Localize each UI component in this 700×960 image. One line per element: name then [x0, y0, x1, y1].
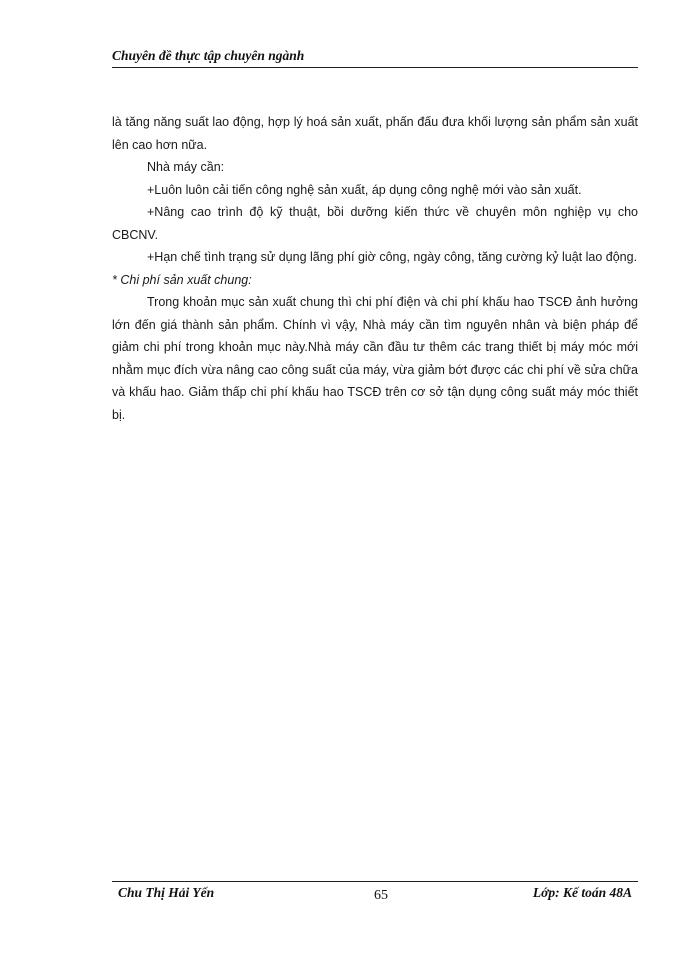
- list-item-skills: +Nâng cao trình độ kỹ thuật, bồi dưỡng kiến thức về chuyên môn nghiệp vụ cho CBCNV.: [112, 205, 638, 242]
- page-number: 65: [374, 888, 388, 903]
- heading-bullet: *: [112, 272, 117, 287]
- document-body: [112, 111, 638, 426]
- footer-author: Chu Thị Hải Yến: [118, 885, 215, 900]
- list-item-technology: +Luôn luôn cải tiến công nghệ sản xuất, áp dụng công nghệ mới vào sản xuất.: [147, 182, 582, 197]
- heading-text: Chi phí sản xuất chung:: [120, 272, 252, 287]
- list-item-discipline: +Hạn chế tình trạng sử dụng lãng phí giờ công, ngày công, tăng cường kỷ luật lao động.: [147, 250, 638, 264]
- paragraph-general-costs: Trong khoản mục sản xuất chung thì chi phí điện và chi phí khấu hao TSCĐ ảnh hưởng lớn đến giá thành sản phẩm. Chính vì vậy, Nhà máy cần tìm nguyên nhân và biện pháp để giảm chi phí trong khoản mục này.Nhà máy cần đầu tư thêm các trang thiết bị máy móc mới nhằm mục đích vừa nâng cao công suất của máy, vừa giảm bớt được các chi phí về sửa chữa và khấu hao. Giảm thấp chi phí khấu hao TSCĐ trên cơ sở tận dụng công suất máy móc thiết bị.: [112, 295, 638, 422]
- paragraph-continuation: là tăng năng suất lao động, hợp lý hoá sản xuất, phấn đấu đưa khối lượng sản phẩm sản xuất lên cao hơn nữa.: [112, 115, 638, 152]
- running-footer: [112, 881, 638, 907]
- footer-class: Lớp: Kế toán 48A: [532, 885, 632, 900]
- running-header: Chuyên đề thực tập chuyên ngành: [112, 48, 638, 68]
- paragraph-factory-needs: Nhà máy cần:: [147, 160, 225, 174]
- section-heading: [112, 269, 638, 292]
